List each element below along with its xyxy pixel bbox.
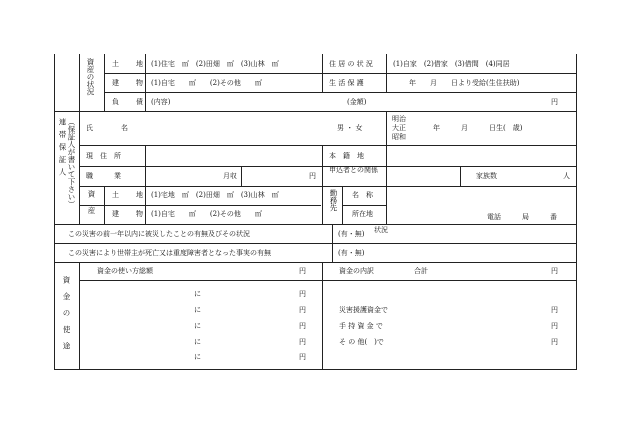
- divider: [104, 73, 577, 74]
- usage-row-yen: 円: [299, 353, 306, 361]
- usage-row-ni: に: [194, 353, 201, 361]
- guarantor-land-options: (1)宅地 ㎡ (2)田畑 ㎡ (3)山林 ㎡: [151, 191, 279, 199]
- divider: [332, 224, 333, 262]
- birth-date: 年 月 日生( 歳): [433, 124, 523, 132]
- land-options: (1)住宅 ㎡ (2)田畑 ㎡ (3)山林 ㎡: [151, 60, 279, 68]
- death-disability-answer: (有・無): [338, 249, 365, 257]
- divider: [79, 111, 80, 224]
- divider: [322, 54, 323, 92]
- funds-usage-header: 資金の使途: [62, 276, 71, 359]
- divider: [104, 54, 105, 111]
- divider: [322, 262, 323, 369]
- divider: [386, 111, 387, 224]
- prior-disaster-answer: (有・無): [338, 230, 365, 238]
- divider: [79, 262, 80, 369]
- divider: [342, 205, 387, 206]
- own-fund-yen: 円: [551, 322, 558, 330]
- divider: [386, 54, 387, 92]
- divider: [342, 186, 343, 224]
- bottom-border: [54, 369, 577, 370]
- land-label: 土 地: [112, 60, 148, 68]
- building-label: 建 物: [112, 79, 148, 87]
- funds-total-yen: 円: [551, 267, 558, 275]
- guarantor-header: 連帯保証人: [58, 118, 67, 181]
- usage-row-ni: に: [194, 322, 201, 330]
- guarantor-note: （保証人が書いて下さい）: [67, 118, 76, 208]
- prior-disaster-status: 状況: [374, 226, 388, 234]
- divider: [54, 111, 577, 112]
- usage-row-yen: 円: [299, 322, 306, 330]
- era-taisho: 大正: [392, 124, 406, 132]
- death-disability-question: この災害により世帯主が死亡又は重度障害者となった事実の有無: [68, 249, 271, 257]
- relief-fund-yen: 円: [551, 306, 558, 314]
- divider: [79, 145, 577, 146]
- welfare-label: 生 活 保 護: [329, 79, 364, 87]
- guarantor-land-label: 土 地: [112, 191, 148, 199]
- divider: [79, 280, 577, 281]
- guarantor-building-label: 建 物: [112, 210, 148, 218]
- divider: [54, 262, 577, 263]
- job-label: 職 業: [86, 172, 121, 180]
- family-label: 家族数: [476, 172, 497, 180]
- usage-row-yen: 円: [299, 290, 306, 298]
- divider: [79, 166, 577, 167]
- divider: [54, 224, 577, 225]
- divider: [241, 166, 242, 186]
- residence-label: 住 居 の 状 況: [329, 60, 373, 68]
- sex-options: 男 ・ 女: [337, 124, 363, 132]
- usage-row-yen: 円: [299, 338, 306, 346]
- debt-yen: 円: [551, 98, 558, 106]
- right-border: [576, 54, 577, 369]
- funds-plan-label: 資金の使い方総額: [97, 267, 153, 275]
- workplace-header: 勤務先: [329, 189, 338, 212]
- divider: [104, 186, 105, 224]
- other-fund-label: そ の 他( )で: [339, 338, 384, 346]
- era-showa: 昭和: [392, 133, 406, 141]
- debt-amount: (金額): [347, 98, 367, 106]
- usage-row-ni: に: [194, 306, 201, 314]
- workplace-address-label: 所在地: [352, 210, 373, 218]
- guarantor-building-options: (1)自宅 ㎡ (2)その他 ㎡: [151, 210, 262, 218]
- divider: [79, 205, 321, 206]
- domicile-label: 本 籍 地: [329, 152, 364, 160]
- prior-disaster-question: この災害の前一年以内に被災したことの有無及びその状況: [68, 230, 250, 238]
- usage-row-ni: に: [194, 338, 201, 346]
- divider: [322, 145, 323, 224]
- relief-fund-label: 災害援護資金で: [339, 306, 388, 314]
- debt-content: (内容): [151, 98, 171, 106]
- income-unit: 円: [309, 172, 316, 180]
- income-label: 月収: [223, 172, 237, 180]
- welfare-value: 年 月 日より受給(生住扶助): [409, 79, 520, 87]
- address-label: 現 住 所: [86, 152, 121, 160]
- divider: [79, 54, 80, 111]
- divider: [104, 92, 577, 93]
- phone-label: 電話 局 番: [487, 213, 557, 221]
- era-meiji: 明治: [392, 115, 406, 123]
- funds-plan-yen: 円: [299, 267, 306, 275]
- building-options: (1)自宅 ㎡ (2)その他 ㎡: [151, 79, 262, 87]
- divider: [79, 186, 577, 187]
- left-border: [54, 54, 55, 369]
- other-fund-yen: 円: [551, 338, 558, 346]
- usage-row-yen: 円: [299, 306, 306, 314]
- family-unit: 人: [563, 172, 570, 180]
- usage-row-ni: に: [194, 290, 201, 298]
- divider: [460, 166, 461, 186]
- relation-label: 申込者との関係: [329, 166, 378, 174]
- name-label: 氏 名: [86, 124, 128, 132]
- workplace-name-label: 名 称: [352, 191, 373, 199]
- assets-header: 資産の状況: [86, 58, 95, 96]
- funds-breakdown-label: 資金の内訳: [339, 267, 374, 275]
- residence-options: (1)自家 (2)借家 (3)借間 (4)同居: [393, 60, 510, 68]
- debt-label: 負 債: [112, 98, 148, 106]
- guarantor-assets-header: 資産: [87, 190, 96, 223]
- funds-total-label: 合計: [414, 267, 428, 275]
- own-fund-label: 手 持 資 金 で: [339, 322, 383, 330]
- divider: [54, 243, 577, 244]
